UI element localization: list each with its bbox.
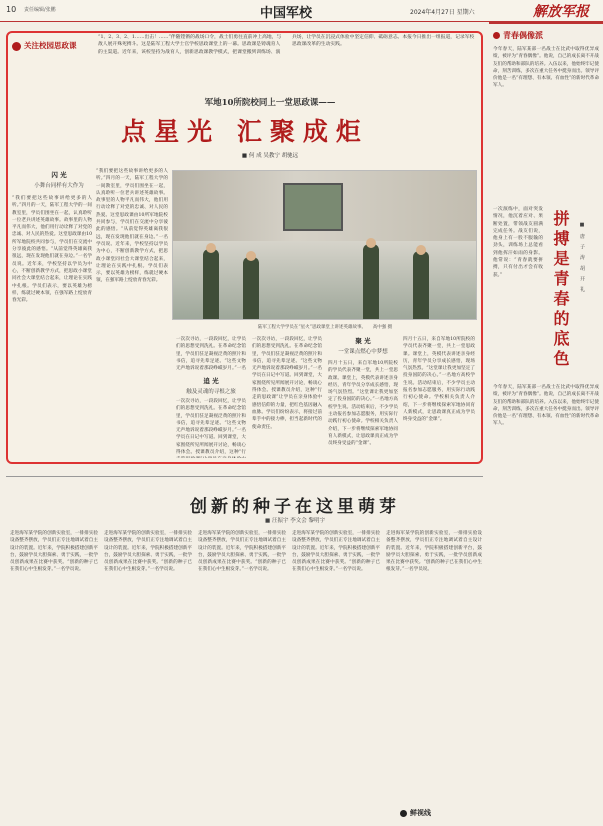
article-column: 四月十五日，来自军地10所院校的学员代表齐聚一堂，共上一堂思政课。课堂上，英模代表讲述亲身经历，青年学员分享成长感悟，现场气氛热烈。“这堂课让我更加坚定了投身国防的决心。”一名地方高校学生说。活动结束后，不少学员主动报名参加志愿服务，用实际行动践行初心使命。学校相关负责人介绍，下一步将继续探索军地协同育人新模式，让思政课真正成为学员终身受益的“金课”。 [403,337,475,423]
photo-figure [243,257,259,319]
article-column: 一次次寻访，一段段回忆，让学员们的思想受到洗礼。在革命纪念馆里，学员们驻足凝视泛黄的照片和书信，追寻先辈足迹。“这些文物无声地诉说着那段峥嵘岁月。”一名学员在日记中写道。回到课堂，大家围绕所见所闻展开讨论，畅谈心得体会。授课教员介绍，这种“行走的思政课”让学员在亲身体验中感悟信仰的力量，把红色基因融入血脉。学员们纷纷表示，将接过前辈手中的接力棒，担当起新时代的使命责任。 [252,337,322,430]
section-title: 中国军校 [260,6,313,21]
bullet-icon [493,32,500,39]
section-heading: 闪 光 [51,171,67,179]
feature-photo [172,170,477,320]
section-subheading: 触及灵魂的寻根之旅 [186,389,236,395]
photo-figure [363,244,379,319]
divider [6,476,483,477]
article-column: 一次次寻访，一段段回忆，让学员们的思想受到洗礼。在革命纪念馆里，学员们驻足凝视泛黄的照片和书信，追寻先辈足迹。“这些文物无声地诉说着那段峥嵘岁月。”一名学员在日记中写道。回到课堂，大家围绕所见所闻展开讨论，畅谈心得体会。授课教员介绍，这种“行 [176,399,246,456]
feature-kicker: 军地10所院校同上一堂思政课—— [204,98,336,108]
section-subheading: 小舞台同样有大作为 [34,183,84,189]
page-header [0,0,603,22]
photo-figure [203,249,219,319]
editor-line: 责任编辑/张鹏 [24,7,56,13]
issue-date: 2024年4月27日 星期六 [410,9,475,16]
feature-tag-label: 关注校园思政课 [24,41,77,50]
sidebar-tag-label: 青春偶像派 [503,31,543,40]
photo-figure-head [246,251,256,261]
feature-headline: 点星光 汇聚成炬 [121,117,369,146]
article-column: 走进海军某学院的创新实验室，一排排实验设备整齐摆放，学员们正专注地调试着自主设计的装置。近年来，学院积极搭建创新平台，鼓励学员大胆探索、勇于实践，一批学员创新成果在比赛中获奖。“创新的种子已在我们心中生根发芽。”一名学员说。 [104,531,192,573]
page-number: 10 [6,5,17,14]
section-subheading: 一堂课点燃心中梦想 [338,349,388,355]
bullet-icon [400,810,407,817]
newspaper-logo: 解放军报 [533,4,589,20]
sidebar-byline: ■ 唐 子 涛 胡 开 礼 [579,222,585,294]
sidebar-title: 拼搏是青春的底色 [551,210,570,370]
bottom-headline: 创新的种子在这里萌芽 [190,497,400,517]
sidebar-text: 今年春天，陆军某部一名战士在比武中取得优异成绩，被评为“青春偶像”。他说，自己的成长离不开战友们的帮助和部队的培养。入伍以来，他始终牢记使命，刻苦训练，多次在重大任务中挺身而出。领导评价他是一名“有理想、有本领、有血性”的新时代革命军人。 [493,47,599,89]
photo-figure-head [366,238,376,248]
bottom-byline: ■ 汪振宇 李文会 黎明宇 [265,518,325,524]
section-heading: 追 光 [203,377,219,385]
article-column: 走进海军某学院的创新实验室，一排排实验设备整齐摆放，学员们正专注地调试着自主设计的装置。近年来，学院积极搭建创新平台，鼓励学员大胆探索、勇于实践，一批学员创新成果在比赛中获奖。“创新的种子已在我们心中生根发芽。”一名学员说。 [386,531,482,573]
article-column: 走进海军某学院的创新实验室，一排排实验设备整齐摆放，学员们正专注地调试着自主设计的装置。近年来，学院积极搭建创新平台，鼓励学员大胆探索、勇于实践，一批学员创新成果在比赛中获奖。“创新的种子已在我们心中生根发芽。”一名学员说。 [10,531,98,573]
article-column: “我们要把这些故事讲给更多的人听。”四月的一天，陆军工程大学的一间教室里，学员们围坐在一起，认真聆听一位老兵讲述英雄故事。故事里的人物平凡而伟大，他们用行动诠释了对党的忠诚、对人民的热爱。这堂思政课由10所军地院校共同参与，学员们在交流中分享彼此的感悟。“从前觉得英雄离我很远，现在发现他们就在身边。”一名学员说。近年来，学校坚持以学员为中心，不断创新教学方式，把思政小课堂同社会大课堂结合起来，让理论在实践中扎根。学员们表示，要以英雄为榜样，练就过硬本领，在强军路上绽放青春光彩。 [12,196,92,304]
article-column: 走进海军某学院的创新实验室，一排排实验设备整齐摆放，学员们正专注地调试着自主设计的装置。近年来，学院积极搭建创新平台，鼓励学员大胆探索、勇于实践，一批学员创新成果在比赛中获奖。“创新的种子已在我们心中生根发芽。”一名学员说。 [292,531,380,573]
feature-byline: ■ 何 成 吴教宁 胡驰远 [241,153,299,159]
article-column: 走进海军某学院的创新实验室，一排排实验设备整齐摆放，学员们正专注地调试着自主设计的装置。近年来，学院积极搭建创新平台，鼓励学员大胆探索、勇于实践，一批学员创新成果在比赛中获奖。“创新的种子已在我们心中生根发芽。”一名学员说。 [198,531,286,573]
photo-figure-head [206,243,216,253]
section-heading: 聚 光 [355,337,371,345]
bullet-icon [12,42,21,51]
photo-figure-head [416,245,426,255]
sidebar-text: 今年春天，陆军某部一名战士在比武中取得优异成绩，被评为“青春偶像”。他说，自己的成长离不开战友们的帮助和部队的培养。入伍以来，他始终牢记使命，刻苦训练，多次在重大任务中挺身而出。领导评价他是一名“有理想、有本领、有血性”的新时代革命军人。 [493,385,599,427]
feature-tag [12,40,88,54]
sidebar-tag [493,30,543,41]
sidebar-rule [489,22,603,24]
bottom-tag [400,808,431,818]
bottom-tag-label: 鲜视线 [410,809,431,817]
sidebar-text: 一次演练中，面对突发情况，他沉着应对、果断处置，带领战友圆满完成任务。战友们说，他身上有一股不服输的劲头，训练场上总能看到他挥汗如雨的身影。他常说：“青春就要拼搏，只有付出才会有收获。” [493,207,543,278]
feature-intro: “1、2、3、2、1……出击！……”伴随铿锵的战场口令，战士们勇往直前冲上高地，与敌人展开殊死搏斗。这是陆军工程大学士官学校思政课堂上的一幕。思政课是铸魂育人的主渠道。近年来，该校坚持为战育人，创新思政课教学模式，把课堂搬到训练场、演兵场，让学员在沉浸式体验中坚定信仰、砥砺意志。本报今日推出一组报道，记录军校思政课改革的生动实践。 [98,35,475,55]
article-column: 四月十五日，来自军地10所院校的学员代表齐聚一堂，共上一堂思政课。课堂上，英模代表讲述亲身经历，青年学员分享成长感悟，现场气氛热烈。“这堂课让我更加坚定了投身国防的决心。”一名地方高校学生说。活动结束后，不少学员主动报名参加志愿服务，用实际行动践行初心使命。学校相关负责人介绍，下一步将继续探索军地协同育人新模式，让思政课真正成为学员终身受益的“金课”。 [328,361,398,447]
photo-display-board [283,183,343,231]
article-column: “我们要把这些故事讲给更多的人听。”四月的一天，陆军工程大学的一间教室里，学员们围坐在一起，认真聆听一位老兵讲述英雄故事。故事里的人物平凡而伟大，他们用行动诠释了对党的忠诚、对人民的热爱。这堂思政课由10所军地院校共同参与，学员们在交流中分享彼此的感悟。“从前觉得英雄离我很远，现在发现他们就在身边。”一名学员说。近年来，学校坚持以学员为中心，不断创新教学方式，把思政小课堂同社会大课堂结合起来，让理论在实践中扎根。学员们表示，要以英雄为榜样，练就过硬本领，在强军路上绽放青春光彩。 [96,169,168,284]
photo-caption: 陆军工程大学学员在“星火”思政课堂上讲述英雄故事。 高中强 摄 [257,325,393,330]
article-column: 一次次寻访，一段段回忆，让学员们的思想受到洗礼。在革命纪念馆里，学员们驻足凝视泛黄的照片和书信，追寻先辈足迹。“这些文物无声地诉说着那段峥嵘岁月。”一名 [176,337,246,372]
photo-figure [413,251,429,319]
